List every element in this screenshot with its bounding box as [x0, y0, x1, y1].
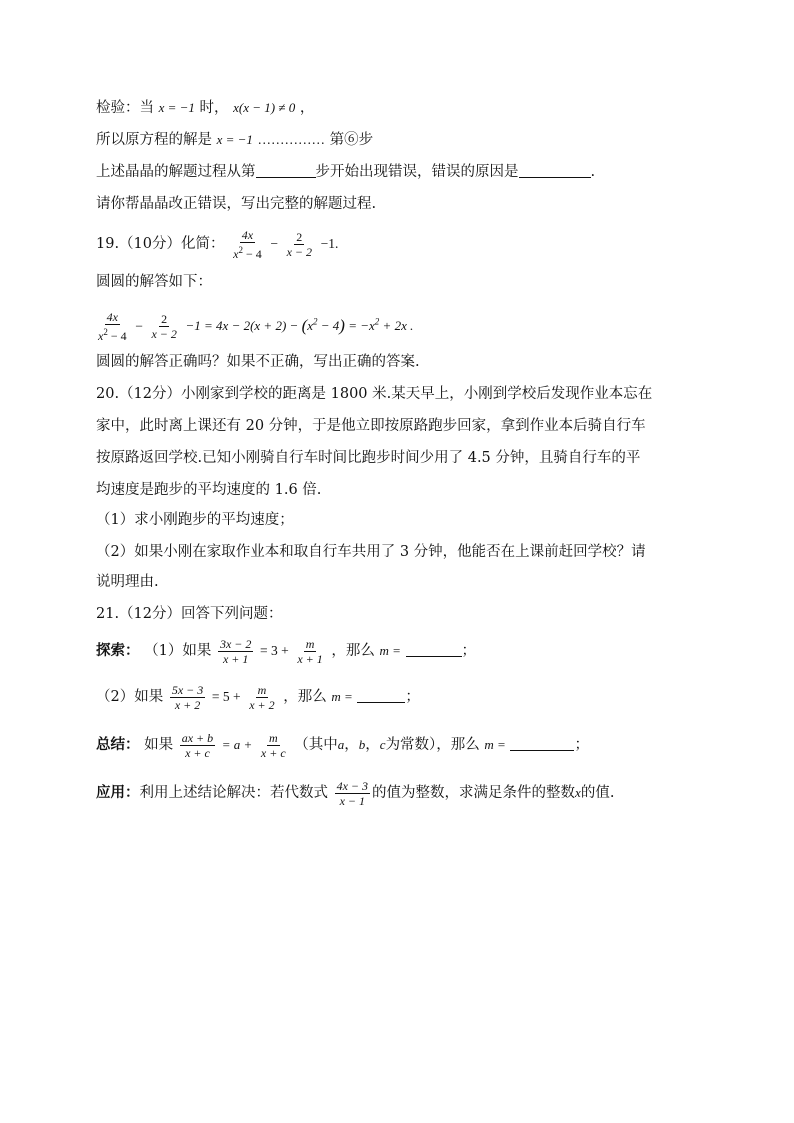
math: x = −1 [216, 132, 253, 147]
denominator: x − 1 [339, 793, 366, 808]
denominator: $x^2 - 4$ [233, 244, 262, 261]
numerator: 3x − 2 [219, 636, 252, 651]
question-20-line: 20.（12分）小刚家到学校的距离是 1800 米.某天早上，小刚到学校后发现作业本忘在 [96, 386, 653, 402]
numerator: 4x [106, 309, 118, 324]
fraction [96, 310, 129, 343]
denominator: x + 1 [222, 651, 249, 666]
denominator: x + c [260, 745, 286, 760]
text: 圆圆的解答如下： [96, 274, 212, 290]
denominator: $x^2 - 4$ [98, 326, 127, 343]
fraction [231, 228, 264, 261]
math: x [575, 785, 581, 800]
text: 的值. [580, 785, 615, 801]
apply-line [96, 774, 702, 812]
text: . [590, 164, 596, 180]
fraction [218, 637, 253, 666]
text: 圆圆的解答正确吗？如果不正确，写出正确的答案. [96, 354, 420, 370]
numerator: m [305, 636, 315, 651]
operator: − [270, 236, 278, 251]
text: ，那么 [283, 689, 327, 705]
math: = 3 + [260, 643, 289, 658]
solution-intro [96, 272, 702, 292]
text: ， [299, 100, 315, 116]
numerator: 5x − 3 [171, 682, 204, 697]
math: = 5 + [211, 689, 241, 704]
math: m = [484, 737, 506, 752]
numerator: 4x [241, 227, 254, 242]
denominator: x + c [185, 745, 210, 760]
step-label: 第⑥步 [329, 132, 374, 148]
question-20-part-2: 说明理由. [96, 574, 159, 590]
math: x = −1 [158, 100, 195, 115]
denominator: x + 2 [174, 697, 201, 712]
math: −1. [320, 236, 339, 251]
error-question-line [96, 162, 702, 182]
text: （其中 [294, 737, 338, 753]
answer-blank[interactable] [406, 642, 462, 657]
text: ； [461, 643, 477, 659]
numerator: 2 [296, 229, 303, 244]
numerator: m [257, 682, 267, 697]
fraction [259, 731, 288, 760]
section-label: 应用： [96, 784, 140, 801]
text: 步开始出现错误，错误的原因是 [315, 164, 519, 180]
text: 请你帮晶晶改正错误，写出完整的解题过程. [96, 196, 377, 212]
numerator: m [268, 730, 278, 745]
numerator: ax + b [181, 730, 214, 745]
text: ； [574, 737, 589, 753]
text: 利用上述结论解决：若代数式 [139, 785, 328, 801]
math: m = [331, 689, 353, 704]
question-number: 19.（10分）化简： [96, 236, 225, 252]
text: 上述晶晶的解题过程从第 [96, 164, 256, 180]
text: 所以原方程的解是 [96, 132, 212, 148]
question-20-part-2: （2）如果小刚在家取作业本和取自行车共用了 3 分钟，他能否在上课前赶回学校？请 [96, 544, 646, 560]
question-19-header [96, 227, 702, 261]
dots: …………… [257, 132, 326, 147]
fraction [180, 731, 215, 760]
math: m = [379, 643, 401, 658]
text: 时， [199, 100, 229, 116]
solution-expression: $-1 = 4x - 2(x + 2) - (x^2 - 4) = -x^2 + 2x$ . [185, 316, 414, 336]
text: 为常数），那么 [385, 737, 480, 753]
denominator: x − 2 [286, 244, 313, 259]
question-20-line: 家中，此时离上课还有 20 分钟，于是他立即按原路跑步回家，拿到作业本后骑自行车 [96, 418, 646, 434]
instruction-line [96, 194, 702, 214]
question-21-header [96, 604, 702, 624]
summary-line: 总结： 如果 $\frac{ax + b}{x + c}$ = a + $\frac{m}{x + c}$ （其中a，b，c为常数），那么 m = ； [96, 730, 589, 760]
text: ，那么 [331, 643, 375, 659]
math: = a + [221, 737, 253, 752]
answer-blank[interactable] [519, 163, 591, 178]
section-label: 探索： [96, 642, 140, 659]
text: 检验：当 [96, 100, 154, 116]
question-number: 21.（12分）回答下列问题： [96, 606, 283, 622]
denominator: x − 2 [151, 326, 177, 341]
text: 的值为整数，求满足条件的整数 [372, 785, 576, 801]
question-20-part-1: （1）求小刚跑步的平均速度； [96, 512, 294, 528]
fraction [295, 637, 324, 666]
question-20-line: 按原路返回学校.已知小刚骑自行车时间比跑步时间少用了 4.5 分钟，且骑自行车的平 [96, 450, 641, 466]
fraction [170, 683, 205, 712]
text: （1）如果 [144, 643, 212, 659]
question-20-line: 均速度是跑步的平均速度的 1.6 倍. [96, 482, 322, 498]
numerator: 4x − 3 [336, 778, 369, 793]
explore-part-1 [96, 632, 702, 670]
denominator: x + 1 [297, 651, 323, 666]
solution-line [96, 130, 702, 150]
check-line [96, 98, 702, 118]
numerator: 2 [161, 311, 168, 326]
answer-blank[interactable] [357, 688, 405, 703]
fraction [149, 312, 178, 341]
text: （2）如果 [96, 689, 164, 705]
question-19-prompt [96, 352, 702, 372]
student-solution [96, 305, 702, 343]
text: ； [405, 689, 420, 705]
section-label: 总结： [96, 736, 140, 753]
explore-part-2 [96, 678, 702, 716]
math: x(x − 1) ≠ 0 [233, 100, 296, 115]
answer-blank[interactable] [256, 163, 316, 178]
fraction [247, 683, 276, 712]
text: 如果 [144, 737, 174, 753]
answer-blank[interactable] [510, 736, 574, 751]
fraction [285, 230, 314, 259]
denominator: x + 2 [249, 697, 275, 712]
operator: − [135, 318, 143, 334]
fraction [335, 779, 370, 808]
